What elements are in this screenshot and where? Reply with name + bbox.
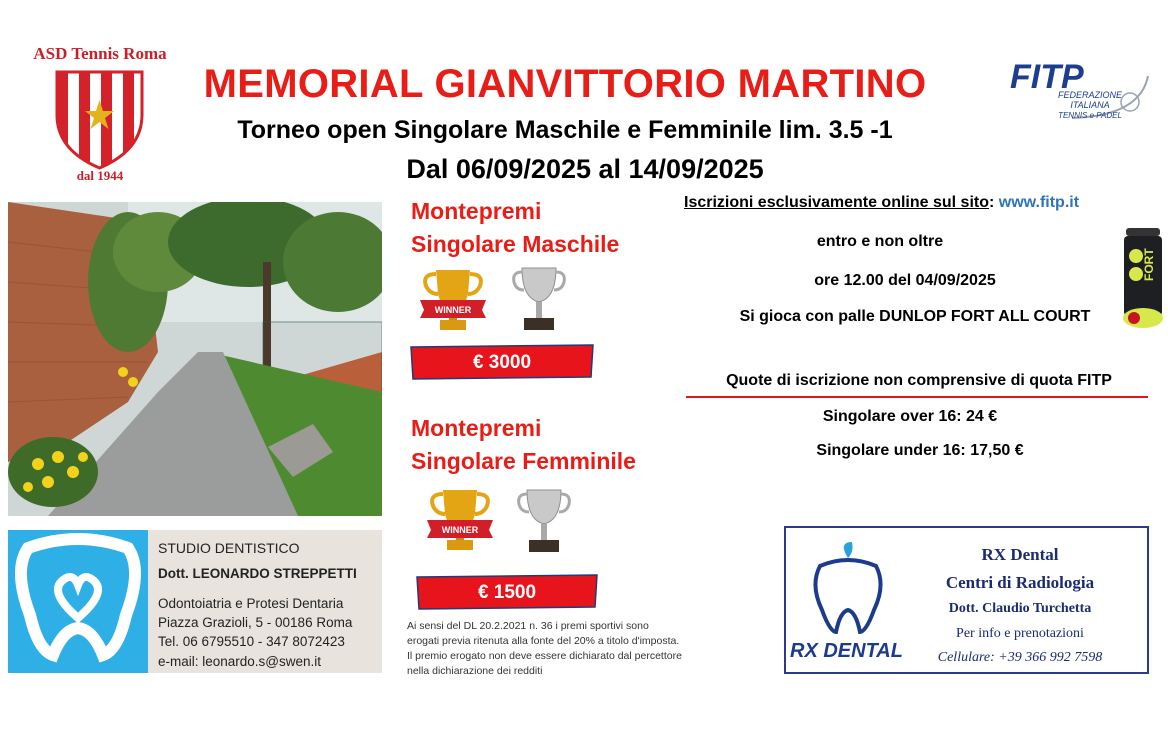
prize-male-block	[411, 195, 619, 261]
page-title: MEMORIAL GIANVITTORIO MARTINO	[203, 62, 927, 106]
prize-female-line1: Montepremi	[411, 415, 542, 441]
gold-trophy-icon	[425, 486, 495, 554]
dentist-logo	[8, 530, 148, 673]
fitp-site-link[interactable]: www.fitp.it	[998, 194, 1080, 211]
rx-info: Per info e prenotazioni	[956, 626, 1084, 641]
club-shield-logo	[52, 70, 147, 170]
venue-photo	[8, 202, 382, 516]
prize-female-line2: Singolare Femminile	[411, 448, 636, 474]
dentist-services: Odontoiatria e Protesi Dentaria	[158, 596, 344, 611]
registration-deadline-1: entro e non oltre	[816, 233, 944, 250]
prize-male-amount: € 3000	[472, 352, 532, 373]
prize-male-line2: Singolare Maschile	[411, 231, 620, 257]
tax-disclaimer: Ai sensi del DL 20.2.2021 n. 36 i premi sportivi sono erogati previa ritenuta alla fonte del 20% a titolo d'imposta. Il premio erogato non deve essere dichiarato dal percettore nella dichiarazione dei redditi	[407, 620, 682, 677]
svg-text:WINNER: WINNER	[441, 525, 479, 535]
dentist-phone: Tel. 06 6795510 - 347 8072423	[158, 634, 345, 649]
svg-text:ITALIANA: ITALIANA	[1070, 100, 1110, 110]
svg-text:FEDERAZIONE: FEDERAZIONE	[1057, 90, 1123, 100]
dentist-email: e-mail: leonardo.s@swen.it	[158, 654, 322, 669]
club-since: dal 1944	[76, 168, 124, 183]
registration-intro: Iscrizioni esclusivamente online sul sito: www.fitp.it	[684, 194, 1080, 211]
club-name: ASD Tennis Roma	[33, 44, 167, 63]
svg-text:TENNIS e PADEL: TENNIS e PADEL	[1058, 111, 1122, 120]
silver-trophy-icon	[510, 264, 568, 336]
rx-tooth-icon	[808, 540, 888, 640]
page-subtitle: Torneo open Singolare Maschile e Femminile lim. 3.5 -1	[237, 116, 893, 144]
rx-logo-text: RX DENTAL	[790, 640, 903, 662]
prize-female-amount: € 1500	[477, 582, 537, 603]
svg-text:WINNER: WINNER	[434, 305, 472, 315]
dentist-doctor: Dott. LEONARDO STREPPETTI	[158, 566, 357, 581]
fees-title: Quote di iscrizione non comprensive di quota FITP	[726, 372, 1112, 389]
fitp-logo	[980, 58, 1150, 126]
ball-info: Si gioca con palle DUNLOP FORT ALL COURT	[739, 308, 1091, 325]
fees-underline	[686, 396, 1148, 398]
registration-intro-text: Iscrizioni esclusivamente online sul sito	[684, 194, 989, 211]
rx-doctor: Dott. Claudio Turchetta	[948, 601, 1092, 616]
fee-under-16: Singolare under 16: 17,50 €	[816, 442, 1024, 459]
registration-deadline-2: ore 12.00 del 04/09/2025	[814, 272, 996, 289]
rx-name: RX Dental	[981, 545, 1059, 564]
gold-trophy-icon	[418, 266, 488, 334]
silver-trophy-icon	[515, 486, 573, 558]
svg-text:FORT: FORT	[1142, 248, 1156, 281]
rx-subtitle: Centri di Radiologia	[945, 573, 1095, 592]
ball-can-icon	[1120, 226, 1166, 330]
dentist-address: Piazza Grazioli, 5 - 00186 Roma	[158, 615, 353, 630]
fitp-acronym: FITP	[1010, 58, 1084, 96]
prize-male-line1: Montepremi	[411, 198, 542, 224]
rx-phone: Cellulare: +39 366 992 7598	[937, 650, 1103, 665]
prize-female-block	[411, 412, 636, 478]
dentist-studio: STUDIO DENTISTICO	[158, 540, 300, 556]
fee-over-16: Singolare over 16: 24 €	[822, 408, 998, 425]
tooth-heart-icon	[8, 530, 148, 673]
tournament-dates: Dal 06/09/2025 al 14/09/2025	[406, 154, 764, 184]
